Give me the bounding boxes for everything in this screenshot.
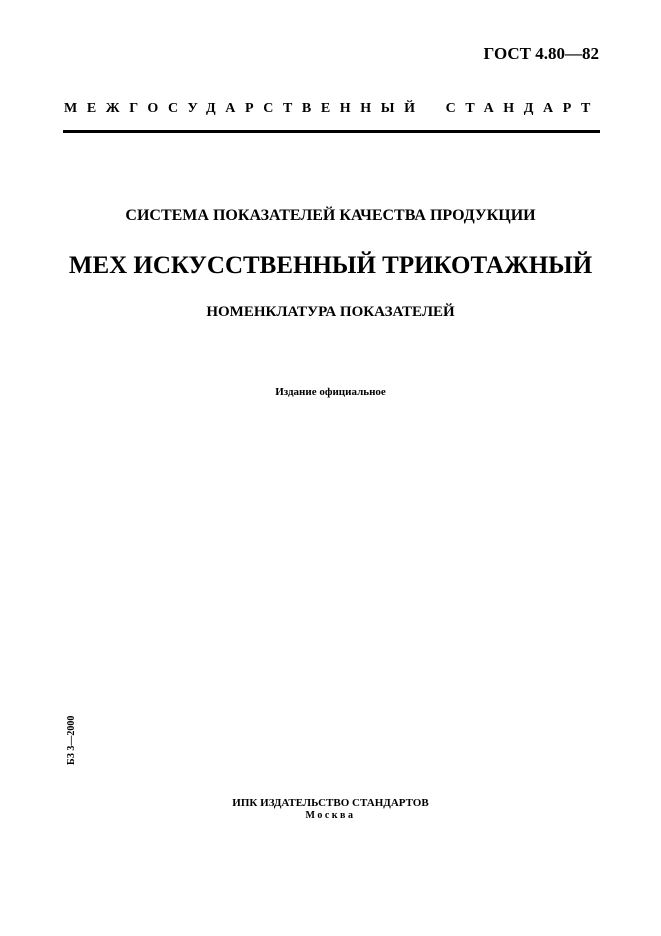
side-stamp: БЗ 3—2000 [66, 715, 77, 765]
edition-note: Издание официальное [275, 386, 386, 398]
interstate-standard-heading: МЕЖГОСУДАРСТВЕННЫЙ СТАНДАРТ [64, 101, 600, 116]
header-rule [63, 130, 600, 133]
publisher-city: Москва [305, 810, 356, 821]
publisher-name: ИПК ИЗДАТЕЛЬСТВО СТАНДАРТОВ [232, 797, 429, 809]
document-subtitle: НОМЕНКЛАТУРА ПОКАЗАТЕЛЕЙ [206, 304, 455, 320]
document-title: МЕХ ИСКУССТВЕННЫЙ ТРИКОТАЖНЫЙ [68, 252, 593, 279]
system-title: СИСТЕМА ПОКАЗАТЕЛЕЙ КАЧЕСТВА ПРОДУКЦИИ [125, 207, 536, 224]
gost-number: ГОСТ 4.80—82 [483, 44, 599, 63]
